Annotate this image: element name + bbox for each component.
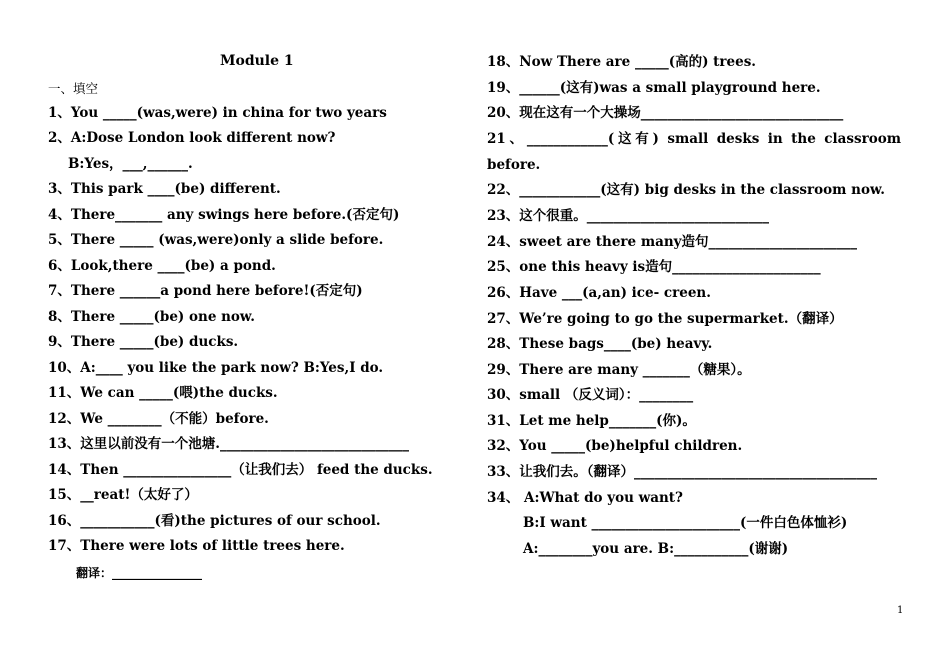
question-34b: B:I want ______________________(一件白色体恤衫): [523, 515, 848, 531]
question-3: 3、This park ____(be) different.: [48, 181, 281, 197]
question-24: 24、sweet are there many造句______________________: [487, 234, 858, 250]
question-5: 5、There _____ (was,were)only a slide before.: [48, 232, 384, 248]
question-13: 13、这里以前没有一个池塘.____________________________: [48, 436, 409, 452]
question-22: 22、____________(这有) big desks in the classroom now.: [487, 182, 885, 198]
question-26: 26、Have ___(a,an) ice- creen.: [487, 285, 711, 301]
question-33: 33、让我们去。（翻译）____________________________________: [487, 464, 878, 480]
question-7: 7、There ______a pond here before!(否定句): [48, 283, 363, 299]
question-18: 18、Now There are _____(高的) trees.: [487, 54, 757, 70]
question-20: 20、现在这有一个大操场______________________________: [487, 105, 844, 121]
question-25: 25、one this heavy is造句______________________: [487, 259, 821, 275]
question-12: 12、We ________（不能）before.: [48, 411, 269, 427]
question-9: 9、There _____(be) ducks.: [48, 334, 239, 350]
question-31: 31、Let me help_______(你)。: [487, 413, 696, 429]
question-21a: 21、____________(这有) small desks in the classroom: [487, 131, 901, 147]
question-21b: before.: [487, 157, 541, 173]
question-11: 11、We can _____(喂)the ducks.: [48, 385, 278, 401]
question-17: 17、There were lots of little trees here.: [48, 538, 345, 554]
question-34a: 34、 A:What do you want?: [487, 490, 683, 506]
question-2a: 2、A:Dose London look different now?: [48, 130, 336, 146]
question-16: 16、___________(看)the pictures of our school.: [48, 513, 381, 529]
page-number: 1: [897, 605, 904, 616]
question-14: 14、Then ________________（让我们去） feed the ducks.: [48, 462, 433, 478]
question-2b: B:Yes，___,______.: [68, 156, 193, 172]
question-32: 32、You _____(be)helpful children.: [487, 438, 743, 454]
question-15: 15、__reat!（太好了）: [48, 487, 198, 503]
question-34c: A:________you are. B:___________(谢谢): [523, 541, 789, 557]
question-23: 23、这个很重。___________________________: [487, 208, 770, 224]
question-30: 30、small （反义词）：________: [487, 387, 694, 403]
question-8: 8、There _____(be) one now.: [48, 309, 255, 325]
question-4: 4、There_______ any swings here before.(否定句): [48, 207, 400, 223]
page-title: Module 1: [220, 53, 294, 69]
question-27: 27、We’re going to go the supermarket.（翻译）: [487, 311, 843, 327]
question-10: 10、A:____ you like the park now? B:Yes,I do.: [48, 360, 384, 376]
section-heading: 一、填空: [48, 81, 99, 96]
question-1: 1、You _____(was,were) in china for two years: [48, 105, 387, 121]
question-29: 29、There are many _______（糖果）。: [487, 362, 751, 378]
question-28: 28、These bags____(be) heavy.: [487, 336, 713, 352]
question-6: 6、Look,there ____(be) a pond.: [48, 258, 276, 274]
question-19: 19、______(这有)was a small playground here.: [487, 80, 821, 96]
question-17-translate: 翻译：_______________: [76, 566, 203, 580]
